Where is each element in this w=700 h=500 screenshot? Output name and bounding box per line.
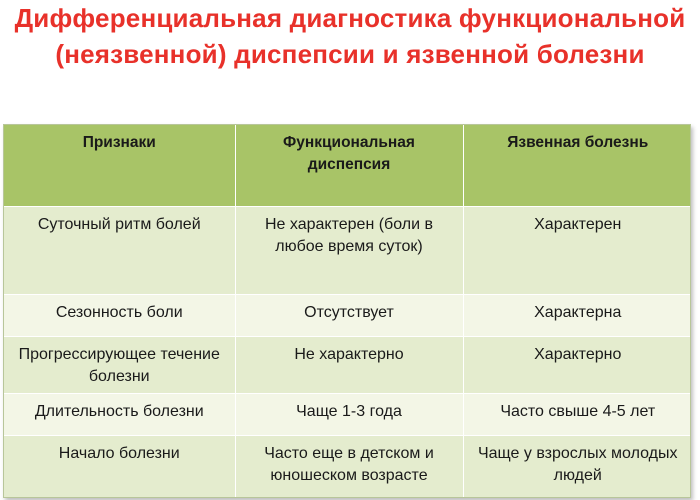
table-cell: Характерен	[463, 206, 691, 294]
table-cell: Не характерен (боли в любое время суток)	[235, 206, 463, 294]
table-row	[4, 206, 691, 294]
table-row	[4, 435, 691, 498]
table-cell: Часто свыше 4-5 лет	[463, 393, 691, 435]
title-line-2: (неязвенной) диспепсии и язвенной болезни	[55, 39, 645, 69]
table-header-row	[4, 125, 691, 206]
table-cell: Отсутствует	[235, 294, 463, 336]
header-signs: Признаки	[4, 125, 235, 206]
table-cell: Начало болезни	[4, 435, 235, 498]
table-cell: Чаще 1-3 года	[235, 393, 463, 435]
page-title	[0, 0, 700, 72]
table-cell: Чаще у взрослых молодых людей	[463, 435, 691, 498]
title-line-1: Дифференциальная диагностика функциональной	[14, 3, 686, 33]
table-cell: Суточный ритм болей	[4, 206, 235, 294]
table-cell: Не характерно	[235, 336, 463, 393]
header-ulcer-disease: Язвенная болезнь	[463, 125, 691, 206]
comparison-table	[3, 124, 691, 498]
table-row	[4, 336, 691, 393]
table-cell: Прогрессирующее течение болезни	[4, 336, 235, 393]
table-cell: Длительность болезни	[4, 393, 235, 435]
table-cell: Сезонность боли	[4, 294, 235, 336]
table-row	[4, 294, 691, 336]
table-cell: Характерно	[463, 336, 691, 393]
table-row	[4, 393, 691, 435]
header-functional-dyspepsia: Функциональная диспепсия	[235, 125, 463, 206]
table-cell: Характерна	[463, 294, 691, 336]
table-cell: Часто еще в детском и юношеском возрасте	[235, 435, 463, 498]
